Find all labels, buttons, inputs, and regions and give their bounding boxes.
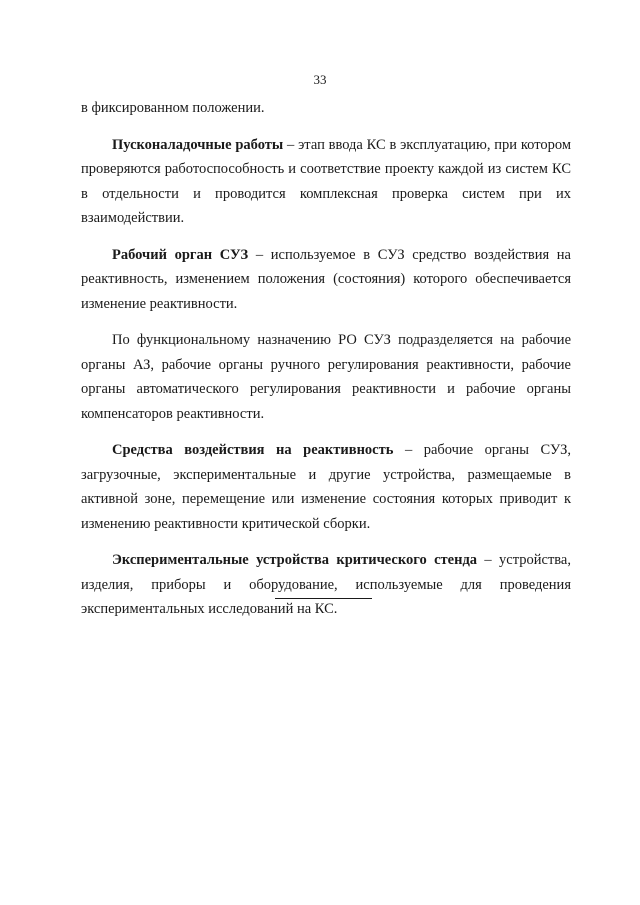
definition-paragraph-reactivity-means — [81, 438, 571, 536]
section-separator-line — [275, 598, 372, 599]
definition-term: Средства воздействия на реактивность — [112, 442, 394, 458]
definition-text: – рабочие органы СУЗ, загрузочные, экспериментальные и другие устройства, размещаемые в активной зоне, перемещение или изменение состояния которых приводит к изменению реактивности критической сборки. — [81, 442, 571, 532]
definition-paragraph-control-rod — [81, 243, 571, 317]
paragraph-text: По функциональному назначению РО СУЗ подразделяется на рабочие органы АЗ, рабочие органы ручного регулирования реактивности, рабочие органы автоматического регулирования реактивности и рабочие органы компенсаторов реактивности. — [81, 332, 571, 422]
definition-term: Рабочий орган СУЗ — [112, 246, 249, 263]
page-number: 33 — [313, 72, 327, 87]
definition-paragraph-experimental-devices — [81, 548, 571, 622]
definition-paragraph-commissioning — [81, 133, 571, 231]
definition-term: Экспериментальные устройства критического стенда — [112, 552, 478, 568]
definition-text: – этап ввода КС в эксплуатацию, при котором проверяются работоспособность и соответствие проекту каждой из систем КС в отдельности и проводится комплексная проверка систем при их взаимодействии. — [81, 136, 571, 226]
paragraph-text: в фиксированном положении. — [81, 100, 265, 116]
document-body — [81, 96, 571, 634]
paragraph-rod-classification — [81, 328, 571, 426]
definition-text: – устройства, изделия, приборы и оборудование, используемые для проведения экспериментальных исследований на КС. — [81, 552, 571, 617]
definition-text: – используемое в СУЗ средство воздействия на реактивность, изменением положения (состояния) которого обеспечивается изменение реактивности. — [81, 246, 571, 312]
definition-term: Пусконаладочные работы — [112, 136, 284, 153]
paragraph-continuation — [81, 96, 571, 121]
